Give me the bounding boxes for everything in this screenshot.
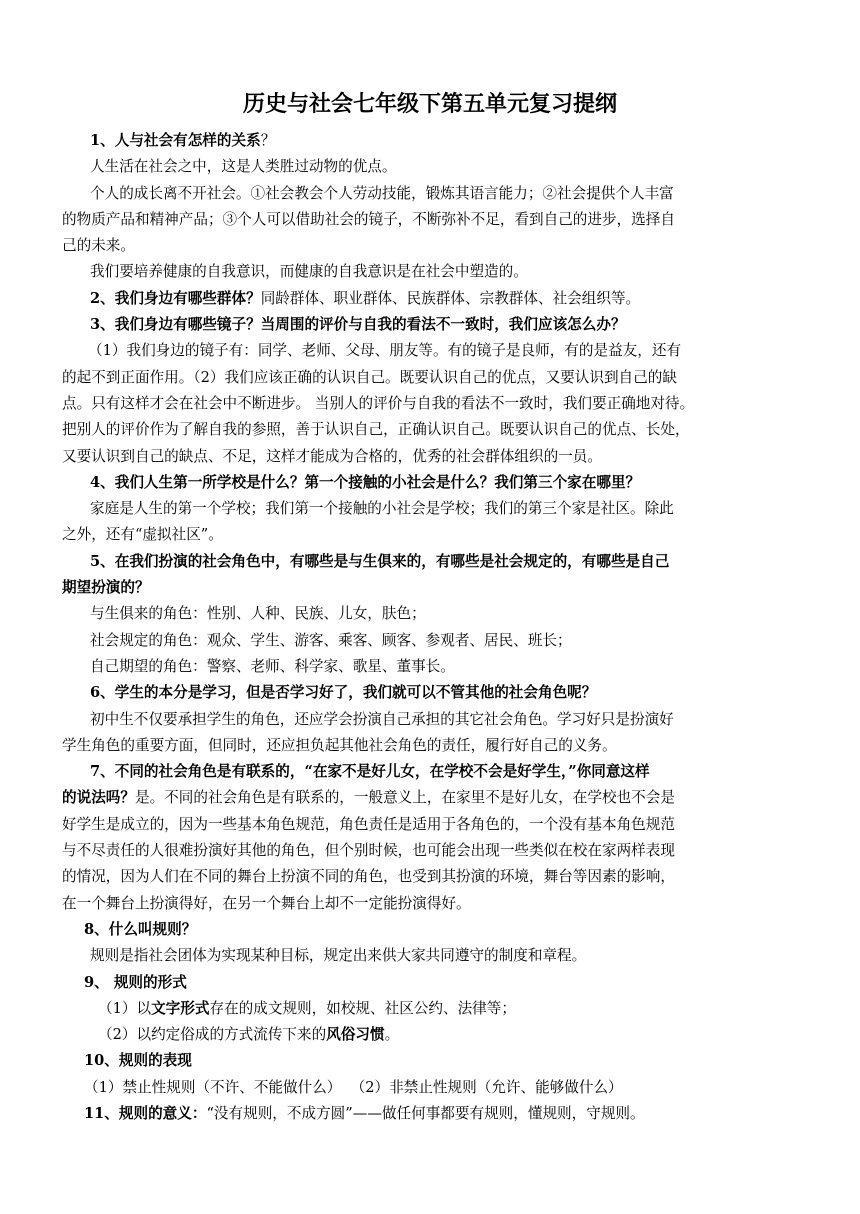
question-7-line-1: 7、不同的社会角色是有联系的，“在家不是好儿女，在学校不会是好学生，”你同意这样 (90, 763, 650, 781)
question-10: 10、规则的表现 (84, 1052, 192, 1070)
answer-4-line-2: 之外，还有“虚拟社区”。 (62, 526, 223, 544)
answer-9-line-1-bold: 文字形式 (151, 999, 210, 1017)
answer-7-line-5: 在一个舞台上扮演得好，在另一个舞台上却不一定能扮演得好。 (62, 894, 471, 912)
answer-5-line-3: 自己期望的角色：警察、老师、科学家、歌星、董事长。 (90, 657, 455, 675)
answer-5-line-2: 社会规定的角色：观众、学生、游客、乘客、顾客、参观者、居民、班长； (90, 631, 572, 649)
answer-8: 规则是指社会团体为实现某种目标，规定出来供大家共同遵守的制度和章程。 (90, 947, 587, 965)
question-1-text: 1、人与社会有怎样的关系 (90, 132, 261, 149)
answer-11: “没有规则，不成方圆”——做任何事都要有规则，懂规则，守规则。 (206, 1104, 645, 1122)
question-11 (62, 1101, 798, 1127)
answer-9-line-2-pre: （2）以约定俗成的方式流传下来的 (98, 1026, 327, 1044)
answer-1-para-3: 我们要培养健康的自我意识，而健康的自我意识是在社会中塑造的。 (90, 263, 528, 281)
answer-9-line-1-post: 存在的成文规则，如校规、社区公约、法律等； (209, 999, 516, 1017)
question-1-mark: ？ (260, 132, 276, 149)
answer-9-line-2-post: 。 (384, 1026, 400, 1044)
question-3: 3、我们身边有哪些镜子？当周围的评价与自我的看法不一致时，我们应该怎么办？ (90, 316, 626, 334)
question-11-text: 11、规则的意义： (84, 1104, 207, 1122)
answer-7-line-3: 与不尽责任的人很难扮演好其他的角色，但个别时候，也可能会出现一些类似在校在家两样表现 (62, 842, 675, 860)
answer-7-line-2: 好学生是成立的，因为一些基本角色规范，角色责任是适用于各角色的，一个没有基本角色规范 (62, 815, 675, 833)
question-9: 9、 规则的形式 (84, 973, 187, 991)
document-page (62, 86, 798, 1127)
answer-2: 同龄群体、职业群体、民族群体、宗教群体、社会组织等。 (260, 289, 641, 307)
question-2-text: 2、我们身边有哪些群体？ (90, 289, 261, 307)
question-7-line-2-text: 的说法吗？ (62, 789, 135, 807)
answer-6-line-1: 初中生不仅要承担学生的角色，还应学会扮演自己承担的其它社会角色。学习好只是扮演好 (90, 710, 674, 728)
question-4: 4、我们人生第一所学校是什么？第一个接触的小社会是什么？我们第三个家在哪里？ (90, 473, 641, 491)
question-7-line-2 (62, 785, 798, 811)
question-2 (62, 286, 798, 312)
answer-1-para-2-line-2: 的物质产品和精神产品；③个人可以借助社会的镜子，不断弥补不足，看到自己的进步，选择自 (62, 210, 675, 228)
answer-9-line-1-pre: （1）以 (98, 999, 152, 1017)
answer-3-line-4: 把别人的评价作为了解自我的参照，善于认识自己，正确认识自己。既要认识自己的优点、长处， (62, 421, 690, 439)
answer-1-para-2-line-1: 个人的成长离不开社会。①社会教会个人劳动技能，锻炼其语言能力；②社会提供个人丰富 (90, 184, 674, 202)
page-title: 历史与社会七年级下第五单元复习提纲 (242, 91, 617, 117)
answer-5-line-1: 与生俱来的角色：性别、人种、民族、儿女，肤色； (90, 605, 426, 623)
answer-3-line-5: 又要认识到自己的缺点、不足，这样才能成为合格的，优秀的社会群体组织的一员。 (62, 447, 602, 465)
answer-1-para-2-line-3: 己的未来。 (62, 237, 135, 255)
answer-3-line-1: （1）我们身边的镜子有：同学、老师、父母、朋友等。有的镜子是良师，有的是益友，还有 (88, 342, 682, 360)
answer-6-line-2: 学生角色的重要方面，但同时，还应担负起其他社会角色的责任，履行好自己的义务。 (62, 736, 617, 754)
question-1 (62, 128, 798, 154)
answer-7-line-1: 是。不同的社会角色是有联系的，一般意义上，在家里不是好儿女，在学校也不会是 (134, 789, 675, 807)
answer-7-line-4: 的情况，因为人们在不同的舞台上扮演不同的角色，也受到其扮演的环境，舞台等因素的影响， (62, 868, 675, 886)
answer-3-line-2: 的起不到正面作用。（2）我们应该正确的认识自己。既要认识自己的优点，又要认识到自己的缺 (62, 368, 677, 386)
question-8: 8、什么叫规则？ (84, 920, 197, 938)
answer-1-para-1: 人生活在社会之中，这是人类胜过动物的优点。 (90, 158, 397, 176)
answer-10: （1）禁止性规则（不许、不能做什么） （2）非禁止性规则（允许、能够做什么） (84, 1078, 623, 1096)
question-6: 6、学生的本分是学习，但是否学习好了，我们就可以不管其他的社会角色呢？ (90, 684, 597, 702)
answer-3-line-3: 点。只有这样才会在社会中不断进步。 当别人的评价与自我的看法不一致时，我们要正确地对待。 (62, 394, 695, 412)
question-5-line-1: 5、在我们扮演的社会角色中，有哪些是与生俱来的，有哪些是社会规定的，有哪些是自己 (90, 552, 670, 570)
answer-9-line-1 (62, 996, 798, 1022)
answer-9-line-2 (62, 1022, 798, 1048)
answer-4-line-1: 家庭是人生的第一个学校；我们第一个接触的小社会是学校；我们的第三个家是社区。除此 (90, 500, 674, 518)
answer-9-line-2-bold: 风俗习惯 (326, 1026, 385, 1044)
question-5-line-2: 期望扮演的？ (62, 579, 150, 597)
